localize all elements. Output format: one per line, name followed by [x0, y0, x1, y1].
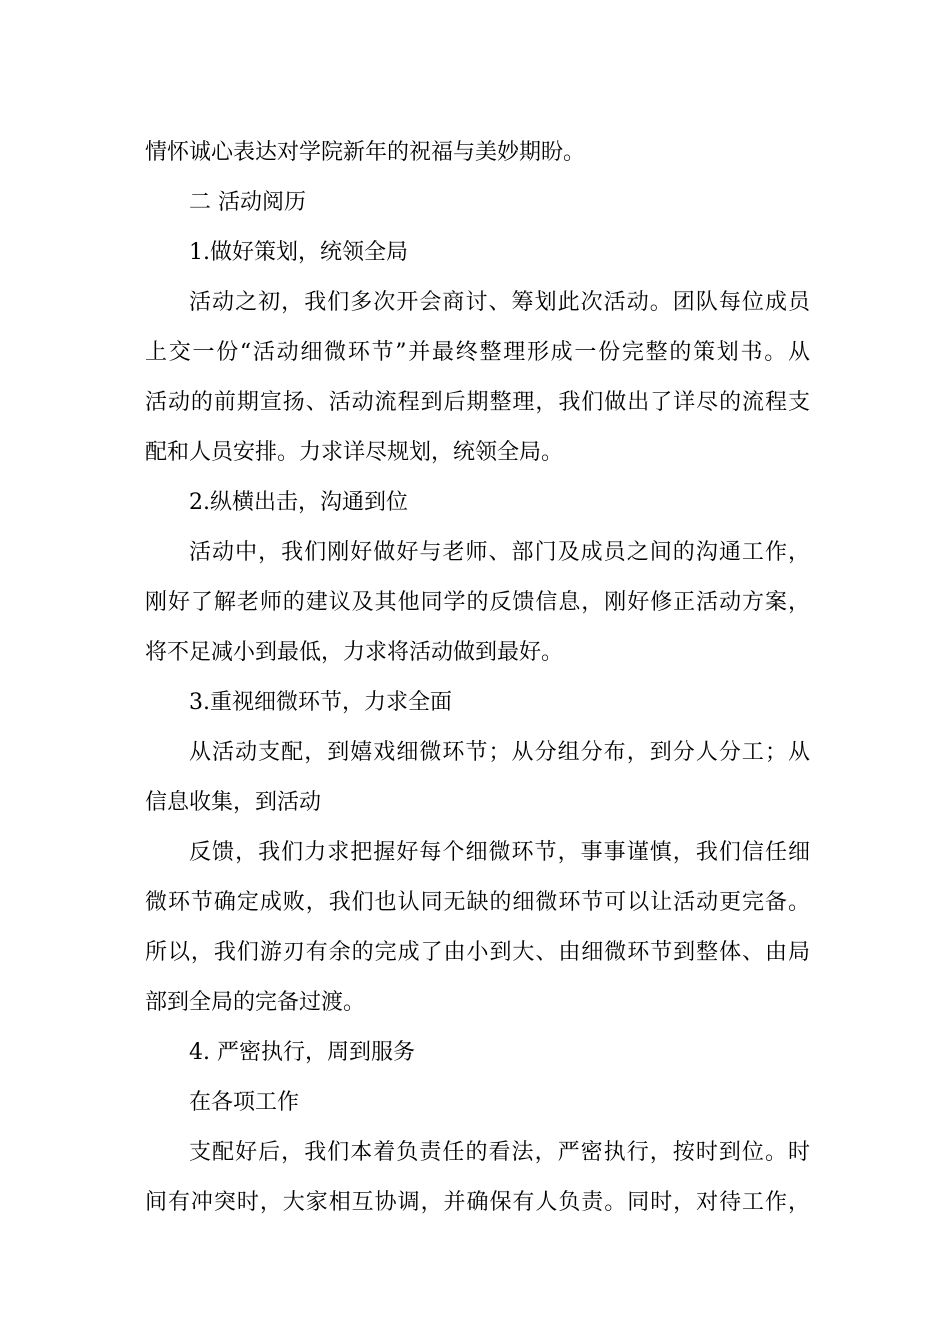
subsection-heading: 1.做好策划，统领全局: [189, 240, 408, 265]
text-line: 活动的前期宣扬、活动流程到后期整理，我们做出了详尽的流程支: [145, 390, 810, 415]
text-line: 反馈，我们力求把握好每个细微环节，事事谨慎，我们信任细: [189, 840, 810, 865]
text-line: 情怀诚心表达对学院新年的祝福与美妙期盼。: [145, 140, 586, 165]
text-line: 部到全局的完备过渡。: [145, 990, 366, 1015]
text-line: 信息收集，到活动: [145, 790, 322, 815]
subsection-heading: 3.重视细微环节，力求全面: [189, 690, 452, 715]
text-line: 上交一份“活动细微环节”并最终整理形成一份完整的策划书。从: [145, 340, 810, 365]
text-line: 活动之初，我们多次开会商讨、筹划此次活动。团队每位成员: [189, 290, 810, 315]
text-line: 刚好了解老师的建议及其他同学的反馈信息，刚好修正活动方案，: [145, 590, 810, 615]
document-body: [145, 128, 810, 1228]
subsection-heading: 4. 严密执行，周到服务: [189, 1040, 415, 1065]
text-line: 所以，我们游刃有余的完成了由小到大、由细微环节到整体、由局: [145, 940, 810, 965]
text-line: 将不足减小到最低，力求将活动做到最好。: [145, 640, 564, 665]
text-line: 支配好后，我们本着负责任的看法，严密执行，按时到位。时: [189, 1140, 810, 1165]
section-heading: 二 活动阅历: [189, 190, 306, 215]
text-line: 微环节确定成败，我们也认同无缺的细微环节可以让活动更完备。: [145, 890, 810, 915]
text-line: 从活动支配，到嬉戏细微环节；从分组分布，到分人分工；从: [189, 740, 810, 765]
subsection-heading: 2.纵横出击，沟通到位: [189, 490, 408, 515]
text-line: 间有冲突时，大家相互协调，并确保有人负责。同时，对待工作，: [145, 1190, 810, 1215]
text-line: 在各项工作: [189, 1090, 300, 1115]
text-line: 配和人员安排。力求详尽规划，统领全局。: [145, 440, 564, 465]
text-line: 活动中，我们刚好做好与老师、部门及成员之间的沟通工作，: [189, 540, 810, 565]
